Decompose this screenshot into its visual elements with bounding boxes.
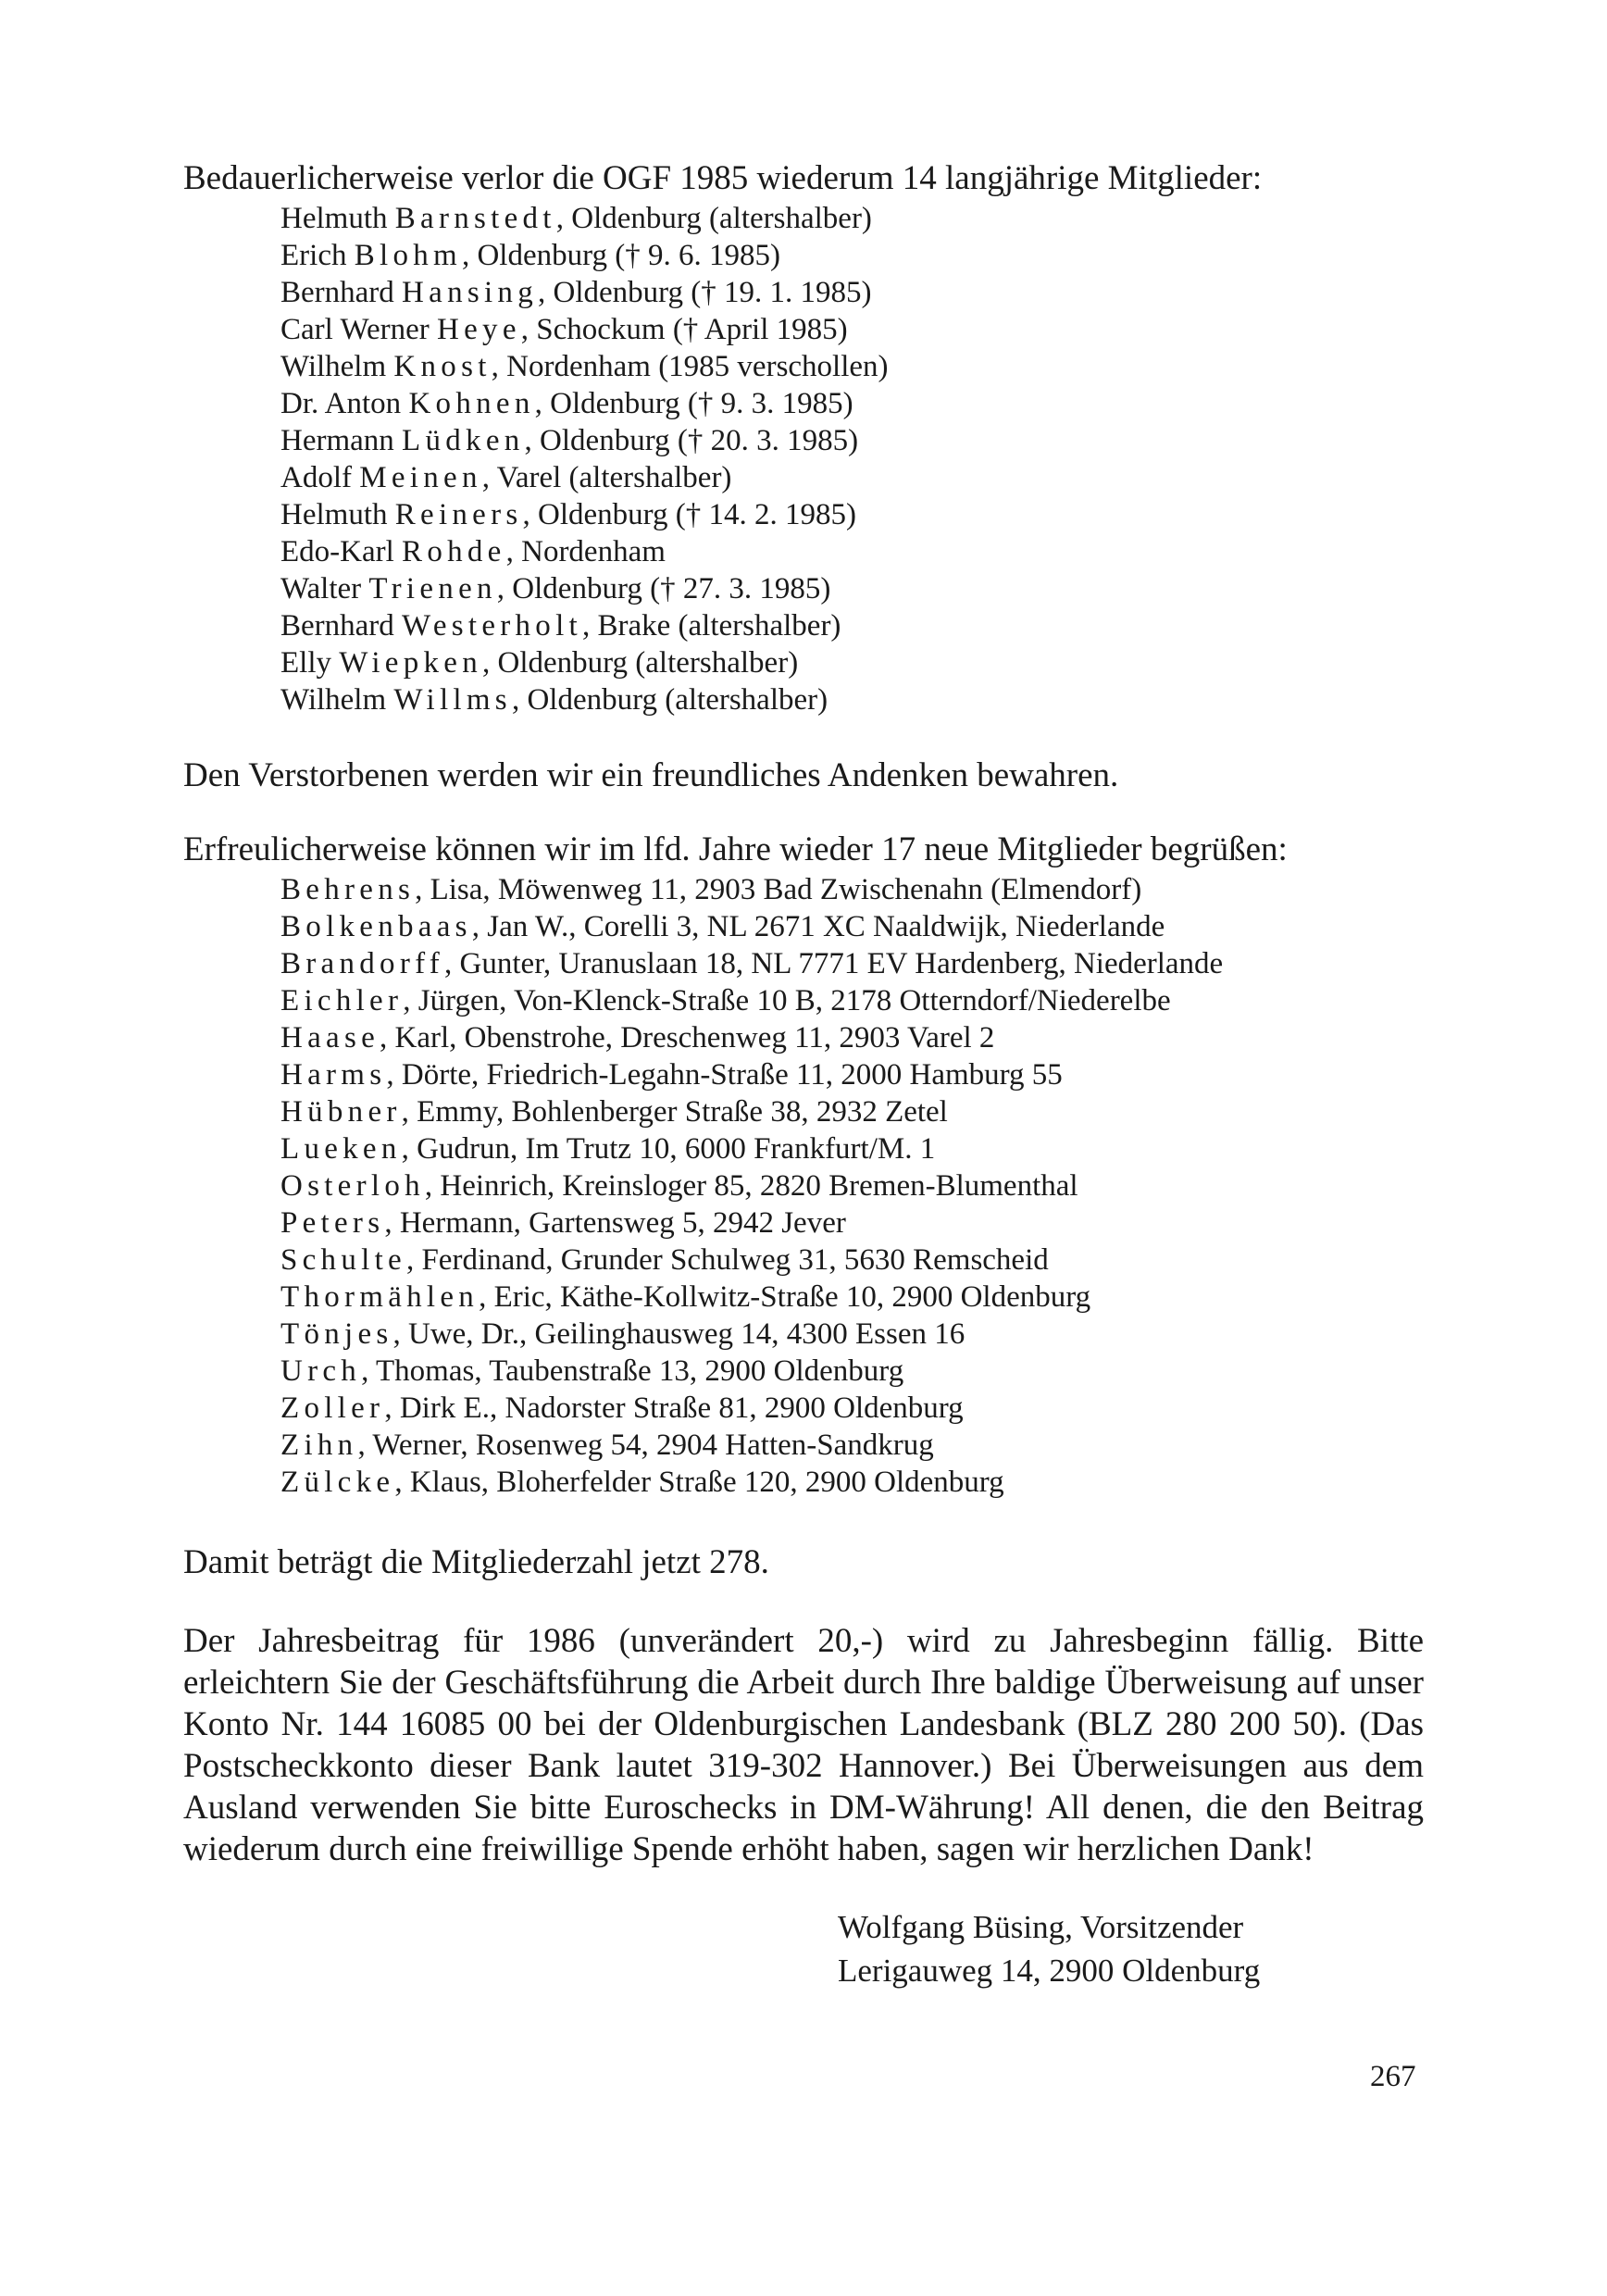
list-item: Schulte, Ferdinand, Grunder Schulweg 31, 5630 Remscheid [280, 1243, 1049, 1277]
list-item: Peters, Hermann, Gartensweg 5, 2942 Jever [280, 1206, 846, 1240]
list-item: Harms, Dörte, Friedrich-Legahn-Straße 11, 2000 Hamburg 55 [280, 1058, 1063, 1092]
new-members-intro: Erfreulicherweise können wir im lfd. Jahre wieder 17 neue Mitglieder begrüßen: [183, 830, 1288, 868]
list-item: Osterloh, Heinrich, Kreinsloger 85, 2820 Bremen-Blumenthal [280, 1169, 1078, 1203]
new-members-section [183, 829, 1424, 1501]
departed-closing: Den Verstorbenen werden wir ein freundliches Andenken bewahren. [183, 756, 1119, 794]
list-item: Adolf Meinen, Varel (altershalber) [280, 461, 732, 494]
list-item: Helmuth Barnstedt, Oldenburg (altershalber) [280, 202, 872, 235]
fee-paragraph: Der Jahresbeitrag für 1986 (unverändert 20,-) wird zu Jahresbeginn fällig. Bitte erleichtern Sie der Geschäftsführung die Arbeit durch Ihre baldige Überweisung auf unser Konto Nr. 144 16085 00 bei der Oldenburgischen Landesbank (BLZ 280 200 50). (Das Postscheckkonto dieser Bank lautet 319-302 Hannover.) Bei Überweisungen aus dem Ausland verwenden Sie bitte Euroschecks in DM-Währung! All denen, die den Beitrag wiederum durch eine freiwillige Spende erhöht haben, sagen wir herzlichen Dank! [183, 1622, 1424, 1868]
list-item: Hübner, Emmy, Bohlenberger Straße 38, 2932 Zetel [280, 1095, 948, 1129]
list-item: Wilhelm Willms, Oldenburg (altershalber) [280, 683, 828, 717]
list-item: Walter Trienen, Oldenburg († 27. 3. 1985) [280, 572, 831, 605]
list-item: Erich Blohm, Oldenburg († 9. 6. 1985) [280, 239, 780, 272]
list-item: Eichler, Jürgen, Von-Klenck-Straße 10 B, 2178 Otterndorf/Niederelbe [280, 984, 1171, 1017]
list-item: Bernhard Hansing, Oldenburg († 19. 1. 1985) [280, 276, 872, 309]
list-item: Carl Werner Heye, Schockum († April 1985) [280, 313, 848, 346]
list-item: Elly Wiepken, Oldenburg (altershalber) [280, 646, 799, 680]
list-item: Helmuth Reiners, Oldenburg († 14. 2. 1985) [280, 498, 857, 531]
member-count: Damit beträgt die Mitgliederzahl jetzt 278. [183, 1543, 769, 1581]
list-item: Brandorff, Gunter, Uranuslaan 18, NL 7771 EV Hardenberg, Niederlande [280, 947, 1224, 980]
signature-address: Lerigauweg 14, 2900 Oldenburg [838, 1953, 1261, 1989]
list-item: Hermann Lüdken, Oldenburg († 20. 3. 1985) [280, 424, 859, 457]
list-item: Zihn, Werner, Rosenweg 54, 2904 Hatten-Sandkrug [280, 1429, 934, 1462]
list-item: Bernhard Westerholt, Brake (altershalber) [280, 609, 841, 643]
list-item: Urch, Thomas, Taubenstraße 13, 2900 Oldenburg [280, 1354, 904, 1388]
new-members-list [183, 871, 1424, 1501]
list-item: Thormählen, Eric, Käthe-Kollwitz-Straße 10, 2900 Oldenburg [280, 1280, 1091, 1314]
departed-intro: Bedauerlicherweise verlor die OGF 1985 wiederum 14 langjährige Mitglieder: [183, 159, 1263, 197]
signature-block [838, 1905, 1260, 1992]
list-item: Wilhelm Knost, Nordenham (1985 verschollen) [280, 350, 889, 383]
page-number: 267 [1370, 2060, 1416, 2093]
list-item: Zoller, Dirk E., Nadorster Straße 81, 2900 Oldenburg [280, 1391, 964, 1425]
list-item: Lueken, Gudrun, Im Trutz 10, 6000 Frankfurt/M. 1 [280, 1132, 936, 1166]
list-item: Bolkenbaas, Jan W., Corelli 3, NL 2671 XC Naaldwijk, Niederlande [280, 910, 1165, 943]
signature-name: Wolfgang Büsing, Vorsitzender [838, 1909, 1244, 1945]
departed-list [183, 200, 1424, 718]
list-item: Behrens, Lisa, Möwenweg 11, 2903 Bad Zwischenahn (Elmendorf) [280, 873, 1142, 906]
list-item: Tönjes, Uwe, Dr., Geilinghausweg 14, 4300 Essen 16 [280, 1317, 965, 1351]
list-item: Dr. Anton Kohnen, Oldenburg († 9. 3. 1985) [280, 387, 853, 420]
list-item: Edo-Karl Rohde, Nordenham [280, 535, 666, 568]
list-item: Zülcke, Klaus, Bloherfelder Straße 120, 2900 Oldenburg [280, 1466, 1004, 1499]
list-item: Haase, Karl, Obenstrohe, Dreschenweg 11, 2903 Varel 2 [280, 1021, 995, 1054]
departed-section [183, 157, 1424, 718]
